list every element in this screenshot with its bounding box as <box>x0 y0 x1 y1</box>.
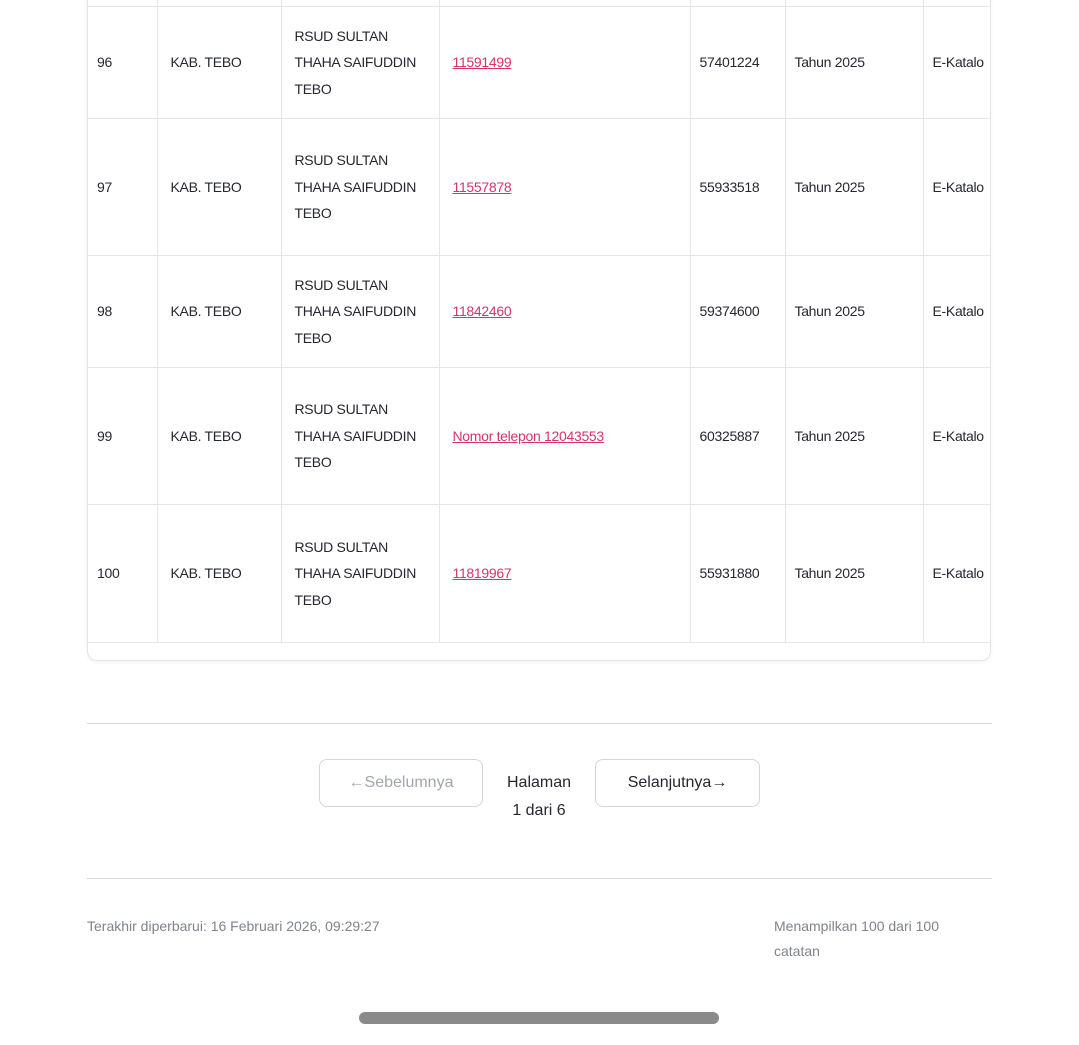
next-page-button[interactable]: Selanjutnya → <box>595 759 760 807</box>
record-link[interactable]: 11842460 <box>452 303 512 320</box>
year-cell: Tahun 2025 <box>785 368 923 505</box>
facility-cell: RSUD SULTAN THAHA SAIFUDDIN TEBO <box>281 119 439 256</box>
year-cell: Tahun 2025 <box>785 505 923 643</box>
region-cell: KAB. TEBO <box>157 119 281 256</box>
last-updated-text: Terakhir diperbarui: 16 Februari 2026, 09:29:27 <box>87 918 380 934</box>
year-cell: Tahun 2025 <box>785 119 923 256</box>
facility-cell: RSUD SULTAN THAHA SAIFUDDIN TEBO <box>281 7 439 119</box>
facility-cell: RSUD SULTAN THAHA SAIFUDDIN TEBO <box>281 505 439 643</box>
region-cell: KAB. TEBO <box>157 505 281 643</box>
arrow-right-icon: → <box>711 774 728 791</box>
arrow-left-icon: ← <box>348 774 365 791</box>
horizontal-scrollbar[interactable] <box>359 1012 719 1024</box>
row-number: 97 <box>88 119 157 256</box>
previous-page-button[interactable]: ← Sebelumnya <box>319 759 483 807</box>
region-cell: KAB. TEBO <box>157 368 281 505</box>
id-cell: 55933518 <box>690 119 785 256</box>
link-cell <box>439 119 690 256</box>
page-indicator: Halaman 1 dari 6 <box>506 774 572 819</box>
table-row <box>88 505 991 643</box>
method-cell: E-Katalo <box>923 256 991 368</box>
row-number: 99 <box>88 368 157 505</box>
divider <box>87 723 992 724</box>
id-cell: 57401224 <box>690 7 785 119</box>
table-row <box>88 7 991 119</box>
record-link[interactable]: Nomor telepon 12043553 <box>452 427 604 444</box>
year-cell: Tahun 2025 <box>785 256 923 368</box>
year-cell: Tahun 2025 <box>785 7 923 119</box>
record-count-text: Menampilkan 100 dari 100 catatan <box>774 918 939 959</box>
table-row <box>88 256 991 368</box>
divider <box>87 878 992 879</box>
id-cell: 55931880 <box>690 505 785 643</box>
table-row <box>88 119 991 256</box>
method-cell: E-Katalo <box>923 505 991 643</box>
region-cell: KAB. TEBO <box>157 7 281 119</box>
method-cell: E-Katalo <box>923 119 991 256</box>
method-cell: E-Katalo <box>923 368 991 505</box>
row-number: 100 <box>88 505 157 643</box>
record-link[interactable]: 11557878 <box>452 178 512 195</box>
data-table-card <box>87 0 991 661</box>
record-link[interactable]: 11591499 <box>452 54 512 71</box>
row-number: 96 <box>88 7 157 119</box>
link-cell <box>439 256 690 368</box>
data-table <box>88 6 991 643</box>
facility-cell: RSUD SULTAN THAHA SAIFUDDIN TEBO <box>281 256 439 368</box>
link-cell <box>439 505 690 643</box>
row-number: 98 <box>88 256 157 368</box>
id-cell: 60325887 <box>690 368 785 505</box>
link-cell <box>439 368 690 505</box>
method-cell: E-Katalo <box>923 7 991 119</box>
table-row <box>88 368 991 505</box>
id-cell: 59374600 <box>690 256 785 368</box>
region-cell: KAB. TEBO <box>157 256 281 368</box>
facility-cell: RSUD SULTAN THAHA SAIFUDDIN TEBO <box>281 368 439 505</box>
link-cell <box>439 7 690 119</box>
record-link[interactable]: 11819967 <box>452 565 512 582</box>
